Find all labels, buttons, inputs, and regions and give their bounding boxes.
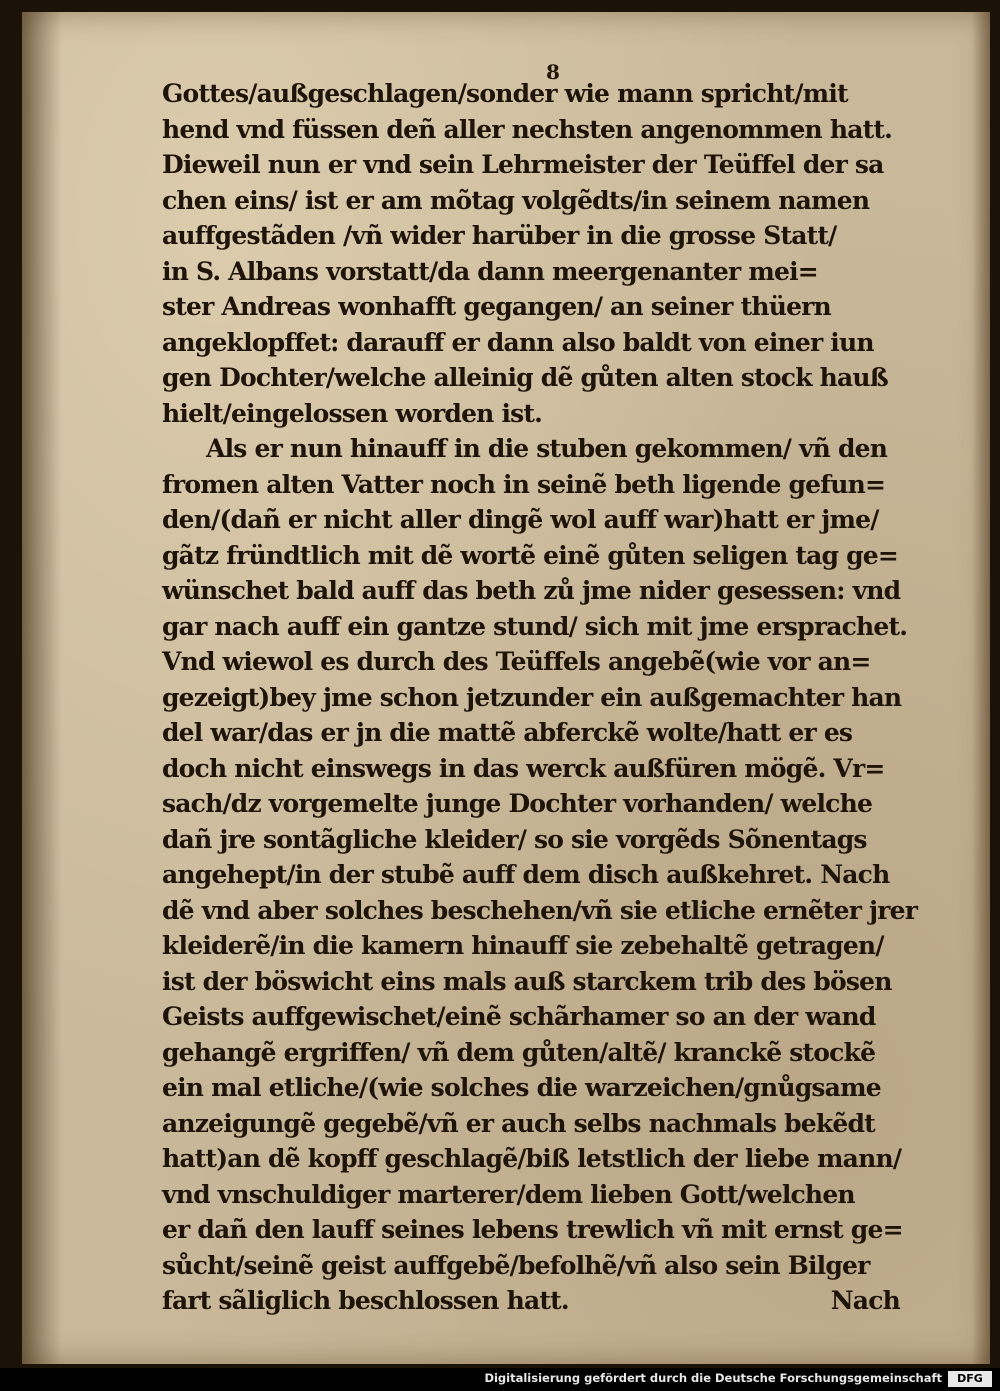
text-line: anzeigungẽ gegebẽ/vñ er auch selbs nachmals bekẽdt [162,1108,875,1138]
page-number: 8 [546,60,560,84]
text-line: Vnd wiewol es durch des Teüffels angebẽ(wie vor an= [162,647,871,676]
text-line: Gottes/außgeschlagen/sonder wie mann spricht/mit [162,79,848,108]
text-line: ist der böswicht eins mals auß starckem trib des bösen [162,966,892,996]
text-line: dẽ vnd aber solches beschehen/vñ sie etliche ernẽter jrer [162,895,918,925]
footer-bar [0,1368,1000,1391]
text-line: dañ jre sontãgliche kleider/ so sie vorgẽds Sõnentags [162,824,867,854]
text-block [162,76,952,1319]
text-line: den/(dañ er nicht aller dingẽ wol auff war)hatt er jme/ [162,505,879,534]
dfg-logo: DFG [948,1371,992,1387]
text-line: angehept/in der stubẽ auff dem disch außkehret. Nach [162,860,890,889]
footer-credit: Digitalisierung gefördert durch die Deutsche Forschungsgemeinschaft [484,1371,942,1385]
text-line: vnd vnschuldiger marterer/dem lieben Gott/welchen [162,1179,855,1209]
text-line: gar nach auff ein gantze stund/ sich mit jme ersprachet. [162,611,908,641]
text-line: er dañ den lauff seines lebens trewlich vñ mit ernst ge= [162,1215,903,1244]
text-line: gen Dochter/welche alleinig dẽ gůten alten stock hauß [162,363,888,392]
text-line: sach/dz vorgemelte junge Dochter vorhanden/ welche [162,789,873,818]
text-line: hend vnd füssen deñ aller nechsten angenommen hatt. [162,114,893,144]
text-line: chen eins/ ist er am mõtag volgẽdts/in seinem namen [162,185,870,215]
text-line: in S. Albans vorstatt/da dann meergenanter mei= [162,256,818,286]
text-line: sůcht/seinẽ geist auffgebẽ/befolhẽ/vñ also sein Bilger [162,1250,870,1280]
text-line: hielt/eingelossen worden ist. [162,398,543,428]
text-line: hatt)an dẽ kopff geschlagẽ/biß letstlich der liebe mann/ [162,1144,902,1173]
text-line: ein mal etliche/(wie solches die warzeichen/gnůgsame [162,1073,881,1102]
text-line: gehangẽ ergriffen/ vñ dem gůten/altẽ/ kranckẽ stockẽ [162,1037,876,1067]
text-line [162,1283,952,1319]
text-line: gezeigt)bey jme schon jetzunder ein außgemachter han [162,682,902,712]
text-line: gãtz fründtlich mit dẽ wortẽ einẽ gůten seligen tag ge= [162,540,899,570]
text-line: angeklopffet: darauff er dann also baldt von einer iun [162,327,874,357]
text-line: ster Andreas wonhafft gegangen/ an seiner thüern [162,292,831,321]
page-gutter-shadow [22,12,62,1364]
text-line-content: fart sãliglich beschlossen hatt. [162,1286,569,1315]
text-line: del war/das er jn die mattẽ abferckẽ wolte/hatt er es [162,718,853,747]
text-line: fromen alten Vatter noch in seinẽ beth ligende gefun= [162,469,886,499]
text-line: doch nicht einswegs in das werck außfüren mögẽ. Vr= [162,753,885,783]
catchword: Nach [830,1286,900,1315]
text-line: kleiderẽ/in die kamern hinauff sie zebehaltẽ getragen/ [162,931,884,960]
text-line: Als er nun hinauff in die stuben gekommen/ vñ den [206,434,888,463]
text-line: Dieweil nun er vnd sein Lehrmeister der Teüffel der sa [162,150,884,179]
text-line: auffgestãden /vñ wider harüber in die grosse Statt/ [162,221,837,250]
page-edge-shadow [972,12,990,1364]
text-line: Geists auffgewischet/einẽ schãrhamer so an der wand [162,1002,876,1031]
text-line: wünschet bald auff das beth zů jme nider gesessen: vnd [162,576,901,605]
